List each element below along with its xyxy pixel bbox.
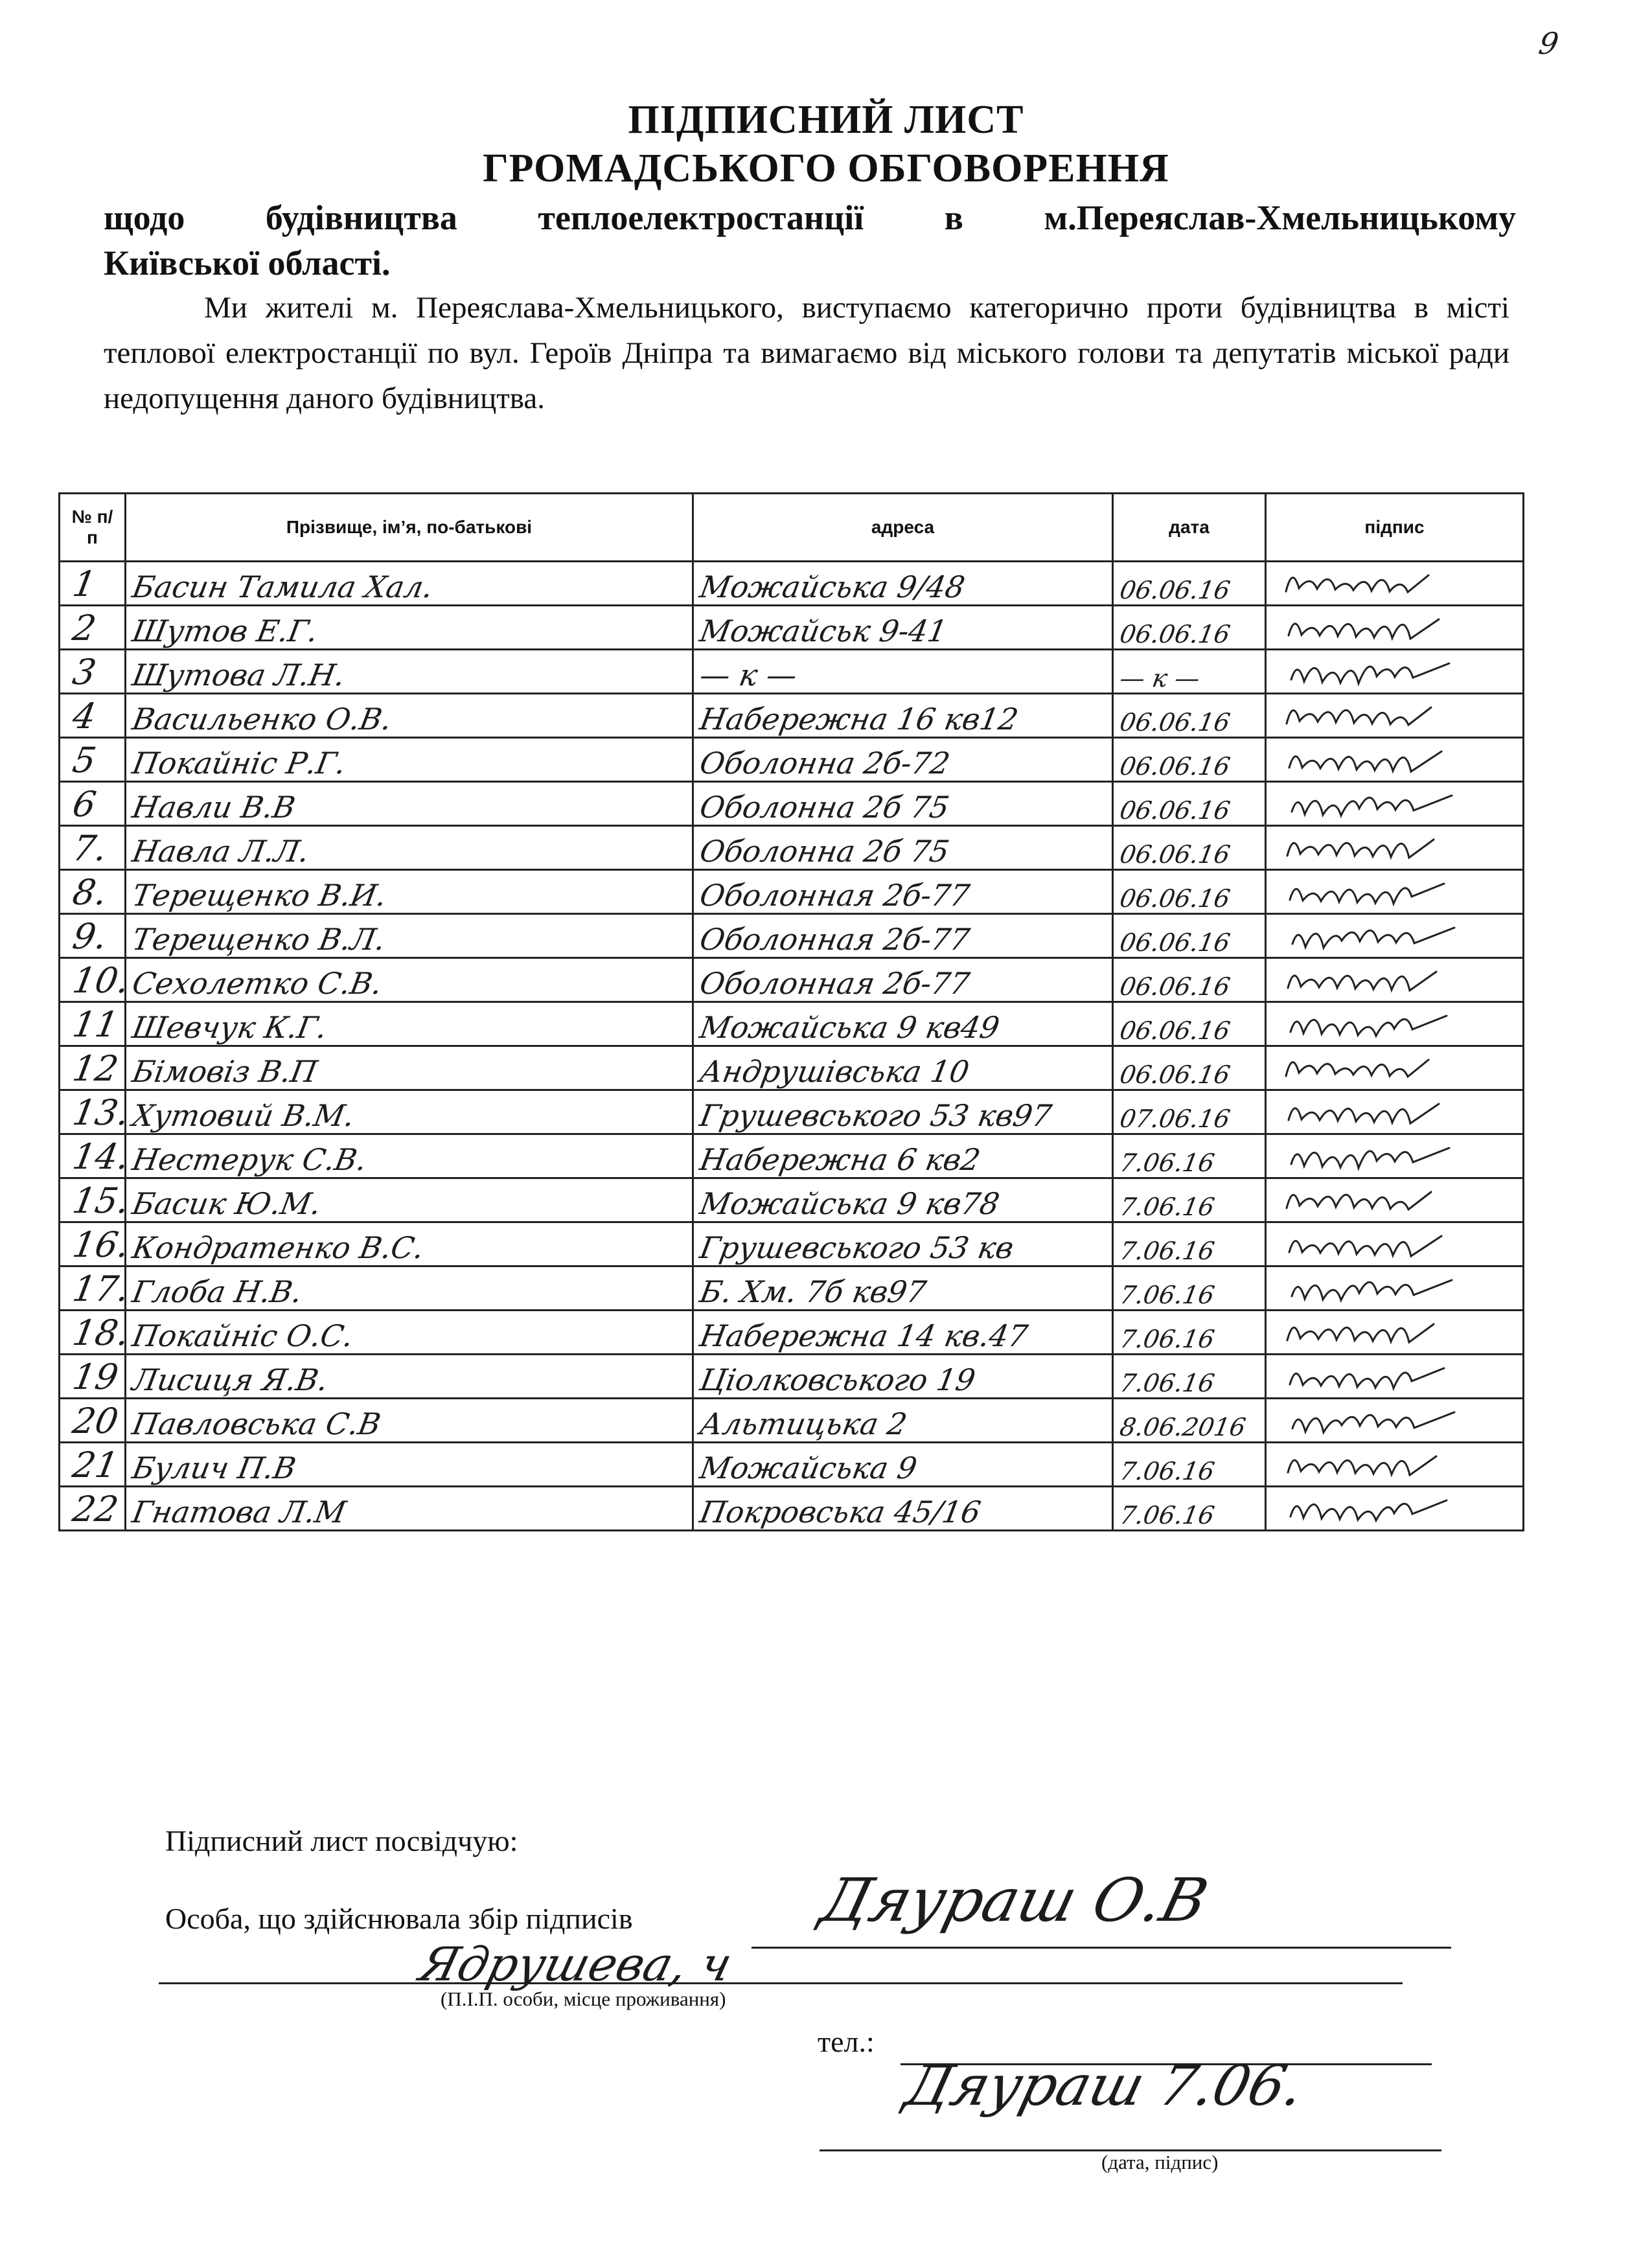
row-date: 06.06.16 [1118,840,1233,869]
row-date-cell [1113,1355,1266,1399]
row-number-cell [60,958,133,1002]
row-date-cell [1113,1222,1266,1266]
row-number: 7. [69,828,111,869]
row-date: 07.06.16 [1118,1105,1233,1133]
table-row [60,870,1524,914]
row-signature-cell [1266,1266,1524,1311]
row-signature-cell [1266,1002,1524,1046]
row-signature-cell [1266,1090,1524,1134]
row-address-cell [693,738,1113,782]
row-address: Оболонная 2б-77 [697,878,972,913]
table-row [60,606,1524,650]
row-number-cell [60,1355,126,1399]
row-number-cell [60,650,126,694]
row-name: Булич П.В [130,1450,299,1485]
row-name: Покайніс О.С. [130,1318,356,1353]
table-row [60,1002,1524,1046]
row-number-cell [60,1002,126,1046]
row-address: Оболонна 2б-72 [697,746,953,781]
row-address: Покровська 45/16 [697,1495,983,1529]
row-number: 19 [69,1357,122,1397]
row-name: Басик Ю.М. [130,1186,324,1221]
row-address: Оболонная 2б-77 [697,922,972,957]
row-address: Набережна 14 кв.47 [697,1318,1031,1353]
row-signature-cell [1266,826,1524,870]
row-signature-cell [1266,870,1524,914]
row-number-cell [60,1134,133,1178]
row-name: Навла Л.Л. [130,834,312,869]
row-number: 12 [69,1048,122,1089]
row-address-cell [693,694,1113,738]
handwritten-signature [1273,1487,1513,1526]
row-address: Альтицька 2 [697,1406,910,1441]
column-header-name: Прізвище, ім’я, по-батькові [126,494,693,562]
row-date: 06.06.16 [1118,1060,1233,1089]
row-date: 7.06.16 [1118,1281,1217,1309]
row-address-cell [693,1222,1113,1266]
page-number: 9 [1536,26,1562,61]
row-number-cell [60,694,126,738]
row-name: Кондратенко В.С. [130,1230,427,1265]
row-signature-cell [1266,606,1524,650]
row-name-cell [126,1134,693,1178]
row-address: Можайська 9/48 [697,569,968,604]
row-number-cell [60,914,126,958]
row-date-cell [1113,694,1266,738]
row-number-cell [60,606,126,650]
row-number: 1 [69,564,99,604]
row-signature-cell [1266,738,1524,782]
row-address: Б. Хм. 7б кв97 [697,1274,929,1309]
row-date: 06.06.16 [1118,928,1233,957]
row-number: 5 [69,740,99,781]
row-address: Можайська 9 [697,1450,920,1485]
table-row [60,1399,1524,1443]
row-signature-cell [1266,958,1524,1002]
row-address-cell [693,1399,1113,1443]
row-date-cell [1113,1046,1266,1090]
row-number: 22 [69,1489,122,1529]
collector-info-handwriting: Ядрушева, ч [414,1937,738,1991]
document-subtitle-line2: Київської області. [104,244,391,282]
row-date: 7.06.16 [1118,1237,1217,1265]
table-row [60,1487,1524,1531]
row-number: 20 [69,1401,122,1441]
row-signature-cell [1266,914,1524,958]
row-name-cell [126,870,693,914]
row-name: Басин Тамила Хал. [130,569,436,604]
row-number-cell [60,1487,126,1531]
handwritten-signature [1273,1355,1513,1394]
row-date-cell [1113,826,1266,870]
handwritten-signature [1273,739,1513,777]
row-number-cell [60,1178,133,1222]
row-date: 06.06.16 [1118,884,1233,913]
column-header-date: дата [1113,494,1266,562]
row-signature-cell [1266,782,1524,826]
row-signature-cell [1266,1134,1524,1178]
row-name-cell [126,1487,693,1531]
row-signature-cell [1266,1046,1524,1090]
table-row [60,694,1524,738]
row-address-cell [693,1046,1113,1090]
handwritten-signature [1273,1003,1513,1042]
row-number: 11 [69,1004,122,1045]
row-number-cell [60,1443,126,1487]
row-address-cell [693,782,1113,826]
row-name-cell [126,1090,693,1134]
row-name-cell [126,1002,693,1046]
row-date-cell [1113,958,1266,1002]
row-date: 06.06.16 [1118,620,1233,648]
table-row [60,826,1524,870]
handwritten-signature [1273,562,1513,601]
row-address-cell [693,1178,1113,1222]
row-number: 10. [69,960,133,1001]
row-date-cell [1113,782,1266,826]
row-address-cell [693,914,1113,958]
row-date-cell [1113,1487,1266,1531]
row-name-cell [126,1266,693,1311]
row-date: — к — [1118,664,1202,693]
row-signature-cell [1266,1355,1524,1399]
row-address: Оболонная 2б-77 [697,966,972,1001]
handwritten-signature [1273,1179,1513,1218]
row-number: 13. [69,1092,133,1133]
handwritten-signature [1273,1091,1513,1130]
handwritten-signature [1273,783,1513,821]
row-date-cell [1113,562,1266,606]
row-name: Гнатова Л.М [130,1495,349,1529]
row-signature-cell [1266,650,1524,694]
certify-label: Підписний лист посвідчую: [165,1824,518,1857]
row-date: 7.06.16 [1118,1325,1217,1353]
row-date-cell [1113,606,1266,650]
row-date-cell [1113,1002,1266,1046]
row-date: 7.06.16 [1118,1501,1217,1529]
row-address-cell [693,870,1113,914]
row-address-cell [693,1134,1113,1178]
table-row [60,958,1524,1002]
row-address: Можайська 9 кв78 [697,1186,1002,1221]
row-name-cell [126,606,693,650]
row-date: 06.06.16 [1118,576,1233,604]
row-name-cell [126,914,693,958]
row-number-cell [60,738,126,782]
row-number-cell [60,1311,133,1355]
row-name-cell [126,1222,693,1266]
row-address: Оболонна 2б 75 [697,834,952,869]
handwritten-signature [1273,1223,1513,1262]
date-signature-caption: (дата, підпис) [1101,2151,1219,2173]
row-address: Набережна 6 кв2 [697,1142,983,1177]
row-address: Грушевського 53 кв97 [697,1098,1055,1133]
row-signature-cell [1266,1487,1524,1531]
row-address: Набережна 16 кв12 [697,702,1021,737]
row-name: Шевчук К.Г. [130,1010,330,1045]
row-address: Оболонна 2б 75 [697,790,952,825]
row-number-cell [60,826,126,870]
row-address: Можайськ 9-41 [697,613,950,648]
row-name-cell [126,958,693,1002]
row-date-cell [1113,1311,1266,1355]
handwritten-signature [1273,1135,1513,1174]
handwritten-signature [1273,1047,1513,1086]
address-line [159,1982,1403,1984]
row-name-cell [126,826,693,870]
row-name: Бімовіз В.П [130,1054,320,1089]
row-date: 7.06.16 [1118,1193,1217,1221]
row-number-cell [60,782,126,826]
row-name: Глоба Н.В. [130,1274,305,1309]
row-date: 7.06.16 [1118,1457,1217,1485]
row-number: 14. [69,1136,133,1177]
table-row [60,1222,1524,1266]
row-number-cell [60,1046,126,1090]
row-address-cell [693,562,1113,606]
collector-line [751,1947,1451,1949]
table-row [60,1178,1524,1222]
row-address-cell [693,650,1113,694]
collector-signature-handwriting: Дяураш О.В [814,1866,1215,1935]
column-header-address: адреса [693,494,1113,562]
row-date: 8.06.2016 [1118,1413,1248,1441]
collector-caption: (П.І.П. особи, місце проживання) [441,1987,726,2010]
handwritten-signature [1273,1311,1513,1350]
row-number-cell [60,1399,126,1443]
row-address-cell [693,1090,1113,1134]
row-number: 15. [69,1180,133,1221]
row-address-cell [693,958,1113,1002]
table-row [60,650,1524,694]
document-title-line2: ГРОМАДСЬКОГО ОБГОВОРЕННЯ [483,146,1169,190]
row-name-cell [126,738,693,782]
row-name: Шутов Е.Г. [130,613,321,648]
row-name: Покайніс Р.Г. [130,746,349,781]
row-date: 06.06.16 [1118,1016,1233,1045]
row-address: Андрушівська 10 [697,1054,972,1089]
row-name: Терещенко В.И. [130,878,389,913]
handwritten-signature [1273,1399,1513,1438]
row-number-cell [60,562,126,606]
signature-table [58,492,1524,1531]
row-number: 3 [69,652,99,693]
handwritten-signature [1273,1443,1513,1482]
row-address-cell [693,1311,1113,1355]
row-date: 06.06.16 [1118,752,1233,781]
row-address: Можайська 9 кв49 [697,1010,1002,1045]
row-number: 9. [69,916,111,957]
row-date-cell [1113,914,1266,958]
row-date: 7.06.16 [1118,1149,1217,1177]
table-row [60,1134,1524,1178]
handwritten-signature [1273,1267,1513,1306]
row-address-cell [693,1002,1113,1046]
table-row [60,1046,1524,1090]
row-name-cell [126,782,693,826]
handwritten-signature [1273,827,1513,865]
row-address-cell [693,1487,1113,1531]
handwritten-signature [1273,694,1513,733]
row-signature-cell [1266,694,1524,738]
row-name-cell [126,1443,693,1487]
row-date-cell [1113,738,1266,782]
row-date-cell [1113,1090,1266,1134]
row-address: Ціолковського 19 [697,1362,978,1397]
row-number-cell [60,870,126,914]
row-number-cell [60,1222,133,1266]
row-date-cell [1113,1134,1266,1178]
tel-label: тел.: [818,2025,875,2058]
column-header-number: № п/п [60,494,126,562]
row-number: 21 [69,1445,122,1485]
row-date-cell [1113,1178,1266,1222]
row-date: 06.06.16 [1118,708,1233,737]
row-name: Навли В.В [130,790,298,825]
row-signature-cell [1266,1178,1524,1222]
row-address-cell [693,606,1113,650]
row-signature-cell [1266,562,1524,606]
row-number-cell [60,1090,133,1134]
handwritten-signature [1273,650,1513,689]
row-date-cell [1113,1399,1266,1443]
final-date-signature-handwriting: Дяураш 7.06. [899,2054,1311,2118]
table-row [60,562,1524,606]
petition-paragraph: Ми жителі м. Переяслава-Хмельницького, виступаємо категорично проти будівництва в місті теплової електростанції по вул. Героїв Дніпра та вимагаємо від міського голови та депутатів міської ради недопущення даного будівництва. [104,291,1509,415]
row-name-cell [126,1355,693,1399]
row-signature-cell [1266,1443,1524,1487]
row-name-cell [126,1046,693,1090]
table-row [60,782,1524,826]
row-address-cell [693,826,1113,870]
row-address-cell [693,1266,1113,1311]
document-subtitle: щодо будівництва теплоелектростанції в м.Переяслав-Хмельницькому [104,198,1516,237]
row-date-cell [1113,1443,1266,1487]
row-date: 06.06.16 [1118,972,1233,1001]
row-address-cell [693,1355,1113,1399]
row-name: Павловська С.В [130,1406,384,1441]
row-number: 18. [69,1312,133,1353]
row-name: Сехолетко С.В. [130,966,385,1001]
table-row [60,1266,1524,1311]
row-name: Лисиця Я.В. [130,1362,331,1397]
row-number-cell [60,1266,133,1311]
row-number: 17. [69,1268,133,1309]
row-name-cell [126,650,693,694]
row-signature-cell [1266,1311,1524,1355]
row-name-cell [126,694,693,738]
row-date-cell [1113,650,1266,694]
row-name-cell [126,1311,693,1355]
row-name-cell [126,1178,693,1222]
document-title: ПІДПИСНИЙ ЛИСТ [628,98,1024,142]
table-row [60,1355,1524,1399]
table-row [60,738,1524,782]
row-date-cell [1113,1266,1266,1311]
row-date: 7.06.16 [1118,1369,1217,1397]
collector-label: Особа, що здійснювала збір підписів [165,1902,633,1935]
row-name: Нестерук С.В. [130,1142,370,1177]
row-name: Шутова Л.Н. [130,658,348,693]
table-row [60,1090,1524,1134]
row-number: 8. [69,872,111,913]
row-address: — к — [697,658,800,693]
table-row [60,914,1524,958]
row-signature-cell [1266,1399,1524,1443]
table-row [60,1443,1524,1487]
handwritten-signature [1273,915,1513,954]
handwritten-signature [1273,606,1513,645]
row-name-cell [126,1399,693,1443]
column-header-signature: підпис [1266,494,1524,562]
row-address: Грушевського 53 кв [697,1230,1016,1265]
table-row [60,1311,1524,1355]
row-number: 4 [69,696,99,737]
row-number: 16. [69,1224,133,1265]
handwritten-signature [1273,871,1513,910]
handwritten-signature [1273,959,1513,998]
row-name: Васильенко О.В. [130,702,395,737]
row-name: Хутовий В.М. [130,1098,358,1133]
row-signature-cell [1266,1222,1524,1266]
table-header-row [60,494,1524,562]
row-number: 6 [69,784,99,825]
row-name: Терещенко В.Л. [130,922,389,957]
row-date-cell [1113,870,1266,914]
row-date: 06.06.16 [1118,796,1233,825]
row-address-cell [693,1443,1113,1487]
row-number: 2 [69,608,99,648]
row-name-cell [126,562,693,606]
